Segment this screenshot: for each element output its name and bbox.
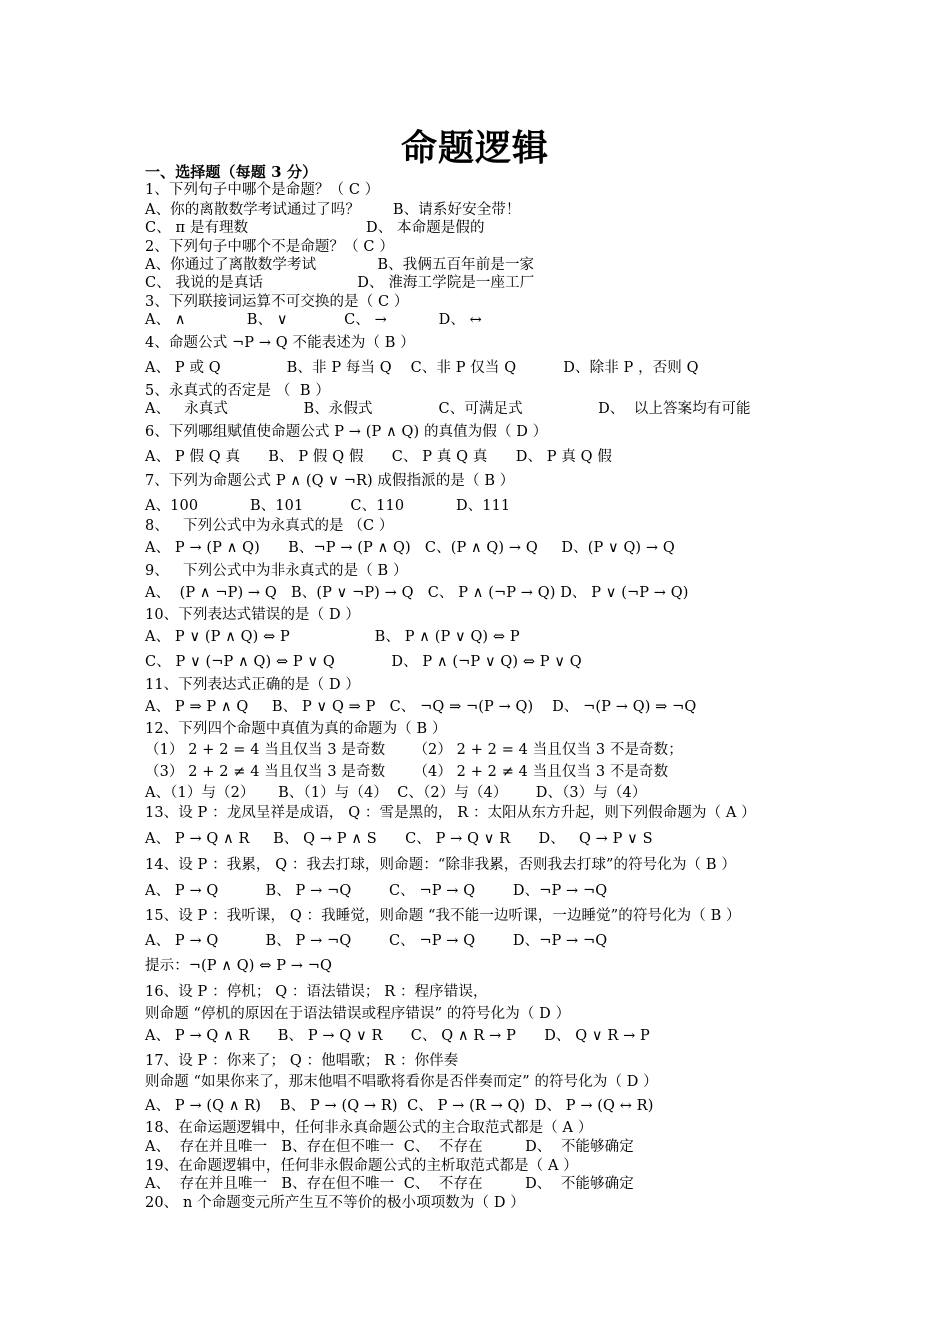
question-line: 5、永真式的否定是 （ B ） bbox=[145, 383, 330, 399]
question-line: 16、设 P ：停机； Q ：语法错误； R ：程序错误， bbox=[145, 984, 488, 1000]
question-line: A、100 B、101 C、110 D、111 bbox=[145, 498, 511, 514]
question-line: A、 P ∨ (P ∧ Q) ⇔ P B、 P ∧ (P ∨ Q) ⇔ P bbox=[145, 629, 520, 645]
question-line: A、（1）与（2） B、（1）与（4） C、（2）与（4） D、（3）与（4） bbox=[145, 785, 647, 801]
question-line: 15、设 P ：我听课， Q ：我睡觉，则命题 “我不能一边听课，一边睡觉”的符号化为（ B ） bbox=[145, 908, 741, 924]
question-line: A、 永真式 B、永假式 C、可满足式 D、 以上答案均有可能 bbox=[145, 401, 751, 417]
question-line: 10、下列表达式错误的是（ D ） bbox=[145, 607, 360, 623]
question-line: 20、 n 个命题变元所产生互不等价的极小项项数为（ D ） bbox=[145, 1195, 525, 1211]
question-line: 则命题 “如果你来了，那末他唱不唱歌将看你是否伴奏而定” 的符号化为（ D ） bbox=[145, 1074, 658, 1090]
question-line: 4、命题公式 ¬P → Q 不能表述为（ B ） bbox=[145, 335, 415, 351]
question-line: 13、设 P ：龙凤呈祥是成语， Q ：雪是黑的， R ：太阳从东方升起，则下列假命题为（ A ） bbox=[145, 805, 756, 821]
question-line: 11、下列表达式正确的是（ D ） bbox=[145, 677, 360, 693]
question-line: （1） 2 + 2 = 4 当且仅当 3 是奇数 （2） 2 + 2 = 4 当且仅当 3 不是奇数； bbox=[145, 742, 683, 758]
question-line: A、 存在并且唯一 B、存在但不唯一 C、 不存在 D、 不能够确定 bbox=[145, 1176, 634, 1192]
question-line: A、 P 或 Q B、非 P 每当 Q C、非 P 仅当 Q D、除非 P ，否则 Q bbox=[145, 360, 699, 376]
question-line: A、 P → (Q ∧ R) B、 P → (Q → R) C、 P → (R → Q) D、 P → (Q ↔ R) bbox=[145, 1098, 654, 1114]
question-line: C、 我说的是真话 D、 淮海工学院是一座工厂 bbox=[145, 275, 535, 291]
page-title: 命题逻辑 bbox=[400, 128, 549, 169]
question-line: 3、下列联接词运算不可交换的是（ C ） bbox=[145, 294, 409, 310]
question-line: A、 (P ∧ ¬P) → Q B、(P ∨ ¬P) → Q C、 P ∧ (¬P → Q) D、 P ∨ (¬P → Q) bbox=[145, 585, 689, 601]
question-line: A、 P → Q B、 P → ¬Q C、 ¬P → Q D、¬P → ¬Q bbox=[145, 883, 608, 899]
question-line: 17、设 P ：你来了； Q ：他唱歌； R ：你伴奏 bbox=[145, 1053, 459, 1069]
question-line: 18、在命运题逻辑中，任何非永真命题公式的主合取范式都是（ A ） bbox=[145, 1120, 593, 1136]
question-line: （3） 2 + 2 ≠ 4 当且仅当 3 是奇数 （4） 2 + 2 ≠ 4 当且仅当 3 不是奇数 bbox=[145, 764, 669, 780]
question-line: A、 P → Q B、 P → ¬Q C、 ¬P → Q D、¬P → ¬Q bbox=[145, 933, 608, 949]
question-line: A、你的离散数学考试通过了吗？ B、请系好安全带！ bbox=[145, 202, 521, 218]
question-line: 6、下列哪组赋值使命题公式 P → (P ∧ Q) 的真值为假（ D ） bbox=[145, 424, 548, 440]
question-line: A、 存在并且唯一 B、存在但不唯一 C、 不存在 D、 不能够确定 bbox=[145, 1139, 634, 1155]
question-line: A、 P 假 Q 真 B、 P 假 Q 假 C、 P 真 Q 真 D、 P 真 Q 假 bbox=[145, 449, 612, 465]
question-line: A、 P → (P ∧ Q) B、¬P → (P ∧ Q) C、(P ∧ Q) → Q D、(P ∨ Q) → Q bbox=[145, 540, 675, 556]
question-line: 7、下列为命题公式 P ∧ (Q ∨ ¬R) 成假指派的是（ B ） bbox=[145, 473, 515, 489]
question-line: C、 π 是有理数 D、 本命题是假的 bbox=[145, 220, 485, 236]
question-line: 8、 下列公式中为永真式的是 （C ） bbox=[145, 518, 394, 534]
question-line: 则命题 “停机的原因在于语法错误或程序错误” 的符号化为（ D ） bbox=[145, 1006, 571, 1022]
question-line: C、 P ∨ (¬P ∧ Q) ⇔ P ∨ Q D、 P ∧ (¬P ∨ Q) ⇔ P ∨ Q bbox=[145, 654, 582, 670]
question-line: A、 P → Q ∧ R B、 Q → P ∧ S C、 P → Q ∨ R D、 Q → P ∨ S bbox=[145, 831, 653, 847]
question-line: 9、 下列公式中为非永真式的是（ B ） bbox=[145, 563, 408, 579]
question-line: A、你通过了离散数学考试 B、我俩五百年前是一家 bbox=[145, 257, 535, 273]
question-line: A、 ∧ B、 ∨ C、 → D、 ↔ bbox=[145, 312, 482, 328]
section-heading: 一、选择题（每题 3 分） bbox=[145, 163, 318, 181]
question-line: 12、下列四个命题中真值为真的命题为（ B ） bbox=[145, 721, 447, 737]
question-line: 提示：¬(P ∧ Q) ⇔ P → ¬Q bbox=[145, 958, 332, 974]
question-line: A、 P → Q ∧ R B、 P → Q ∨ R C、 Q ∧ R → P D、 Q ∨ R → P bbox=[145, 1028, 650, 1044]
question-line: 1、下列句子中哪个是命题？（ C ） bbox=[145, 182, 380, 198]
question-line: 2、下列句子中哪个不是命题？（ C ） bbox=[145, 239, 394, 255]
question-line: A、 P ⇒ P ∧ Q B、 P ∨ Q ⇒ P C、 ¬Q ⇒ ¬(P → Q) D、 ¬(P → Q) ⇒ ¬Q bbox=[145, 699, 697, 715]
question-line: 19、在命题逻辑中，任何非永假命题公式的主析取范式都是（ A ） bbox=[145, 1158, 578, 1174]
question-line: 14、设 P ：我累， Q ：我去打球，则命题：“除非我累，否则我去打球”的符号化为（ B ） bbox=[145, 857, 736, 873]
